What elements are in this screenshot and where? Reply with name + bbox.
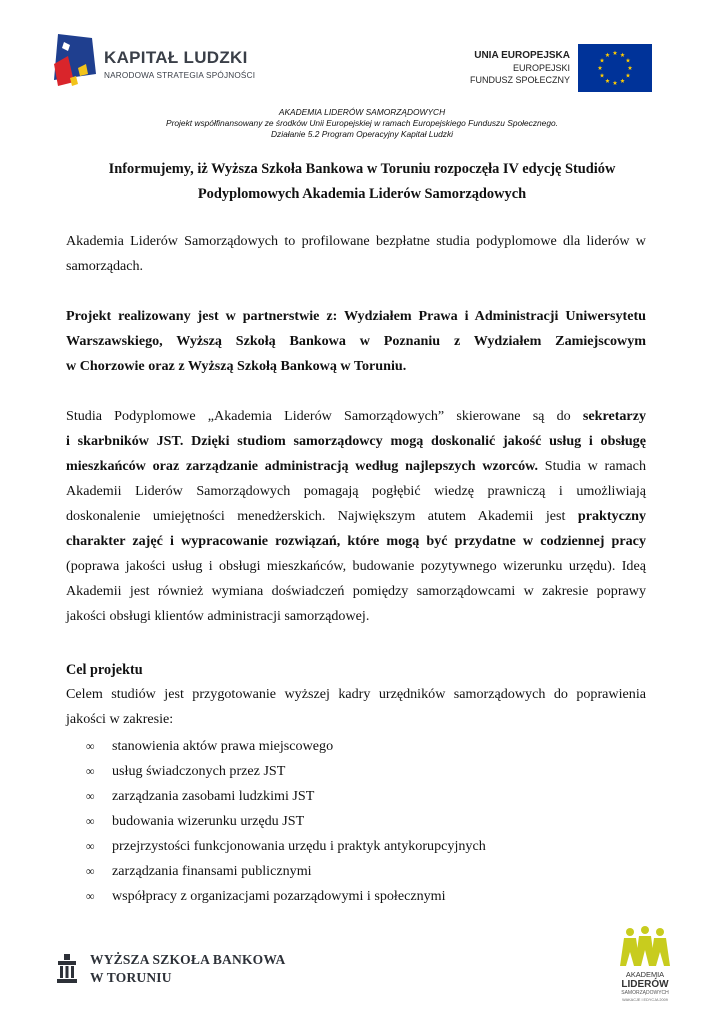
akademia-line4: WAKACJE I EDYCJA 2009 — [622, 998, 668, 1002]
partnership-paragraph — [66, 304, 646, 379]
wsb-emblem-icon — [54, 952, 80, 986]
goal-paragraph — [66, 682, 646, 732]
description-paragraph — [66, 404, 646, 629]
list-item — [86, 759, 486, 784]
akademia-line2: LIDERÓW — [621, 979, 669, 990]
text-line: w Chorzowie oraz z Wyższą Szkołą Bankową w Toruniu. — [66, 358, 407, 374]
bold-run: i skarbników JST. Dzięki studiom samorządowcy mogą doskonalić jakość usług i obsługę — [66, 433, 646, 449]
akademia-line3: SAMORZĄDOWYCH — [621, 990, 669, 996]
text-line: Akademia Liderów Samorządowych to profilowane bezpłatne studia podyplomowe dla liderów w — [66, 233, 646, 249]
list-item-text: zarządzania zasobami ludzkimi JST — [112, 788, 315, 804]
bold-run: mieszkańców oraz zarządzanie administracją według najlepszych wzorców. — [66, 458, 539, 474]
list-item — [86, 834, 486, 859]
eu-line3: FUNDUSZ SPOŁECZNY — [469, 75, 570, 85]
bold-run: praktyczny — [577, 508, 646, 524]
wsb-torun-logo — [54, 948, 286, 990]
text-line — [66, 429, 646, 454]
page-title-line1: Informujemy, iż Wyższa Szkoła Bankowa w Toruniu rozpoczęła IV edycję Studiów — [108, 161, 616, 177]
akademia-figures-icon — [614, 926, 676, 970]
eu-text — [470, 50, 570, 86]
list-item-text: zarządzania finansami publicznymi — [112, 863, 312, 879]
text-line — [66, 529, 646, 554]
eu-logo — [470, 44, 652, 92]
list-item-text: współpracy z organizacjami pozarządowymi i społecznymi — [112, 888, 446, 904]
infinity-bullet-icon: ∞ — [86, 839, 95, 853]
list-item — [86, 784, 486, 809]
eu-line2: EUROPEJSKI — [512, 63, 570, 73]
infinity-bullet-icon: ∞ — [86, 764, 95, 778]
kapital-ludzki-logo — [52, 34, 262, 96]
infinity-bullet-icon: ∞ — [86, 864, 95, 878]
intro-paragraph — [66, 229, 646, 279]
text-line: Projekt realizowany jest w partnerstwie z: Wydziałem Prawa i Administracji Uniwersytetu — [66, 308, 646, 324]
akademia-line1: AKADEMIA — [625, 970, 665, 979]
list-item-text: usług świadczonych przez JST — [112, 763, 286, 779]
text-run: Studia w ramach — [538, 458, 646, 474]
wsb-name-line2: W TORUNIU — [90, 970, 172, 985]
page-title-line2: Podyplomowych Akademia Liderów Samorządowych — [197, 186, 527, 202]
kapital-ludzki-flag-icon — [52, 34, 100, 92]
text-run: Studia Podyplomowe „Akademia Liderów Samorządowych” skierowane są do — [66, 408, 583, 424]
infinity-bullet-icon: ∞ — [86, 814, 95, 828]
infinity-bullet-icon: ∞ — [86, 739, 95, 753]
eu-flag-icon — [578, 44, 652, 92]
text-line: Akademii jest również wymiana doświadczeń pomiędzy samorządowcami w zakresie poprawy — [66, 583, 646, 599]
project-funding: Projekt współfinansowany ze środków Unii Europejskiej w ramach Europejskiego Funduszu Społecznego. — [166, 118, 558, 128]
kapital-ludzki-title: KAPITAŁ LUDZKI — [104, 48, 248, 67]
text-line: jakości w zakresie: — [66, 711, 174, 727]
text-line — [66, 504, 646, 529]
text-run: doskonalenie umiejętności menedżerskich. Największym atutem Akademii jest — [66, 508, 578, 524]
project-name: AKADEMIA LIDERÓW SAMORZĄDOWYCH — [278, 107, 446, 117]
list-item-text: budowania wizerunku urzędu JST — [112, 813, 305, 829]
eu-line1: UNIA EUROPEJSKA — [474, 50, 570, 61]
project-program: Działanie 5.2 Program Operacyjny Kapitał Ludzki — [270, 129, 453, 139]
infinity-bullet-icon: ∞ — [86, 889, 95, 903]
text-line: samorządach. — [66, 258, 144, 274]
text-line: jakości obsługi klientów administracji samorządowej. — [66, 608, 370, 624]
section-heading-goal: Cel projektu — [66, 662, 143, 678]
list-item-text: przejrzystości funkcjonowania urzędu i praktyk antykorupcyjnych — [112, 838, 486, 854]
list-item — [86, 809, 486, 834]
text-line: Celem studiów jest przygotowanie wyższej kadry urzędników samorządowych do poprawienia — [66, 686, 646, 702]
kapital-ludzki-subtitle: NARODOWA STRATEGIA SPÓJNOŚCI — [104, 71, 256, 80]
list-item — [86, 884, 486, 909]
text-line — [66, 404, 646, 429]
list-item — [86, 859, 486, 884]
list-item-text: stanowienia aktów prawa miejscowego — [112, 738, 334, 754]
text-line: Warszawskiego, Wyższą Szkołą Bankowa w Poznaniu z Wydziałem Zamiejscowym — [66, 333, 646, 349]
goal-list — [86, 734, 486, 909]
bold-run: charakter zajęć i wypracowanie rozwiązań, które mogą być przydatne w codziennej pracy — [66, 533, 646, 549]
akademia-liderow-logo — [614, 926, 676, 1018]
text-line — [66, 454, 646, 479]
wsb-name-line1: WYŻSZA SZKOŁA BANKOWA — [90, 952, 286, 967]
text-line: (poprawa jakości usług i obsługi mieszkańców, budowanie pozytywnego wizerunku urzędu). Ideą — [66, 558, 646, 574]
list-item — [86, 734, 486, 759]
bold-run: sekretarzy — [582, 408, 646, 424]
text-line: Akademii Liderów Samorządowych pomagają pogłębić wiedzę prawniczą i umożliwiają — [66, 483, 646, 499]
infinity-bullet-icon: ∞ — [86, 789, 95, 803]
